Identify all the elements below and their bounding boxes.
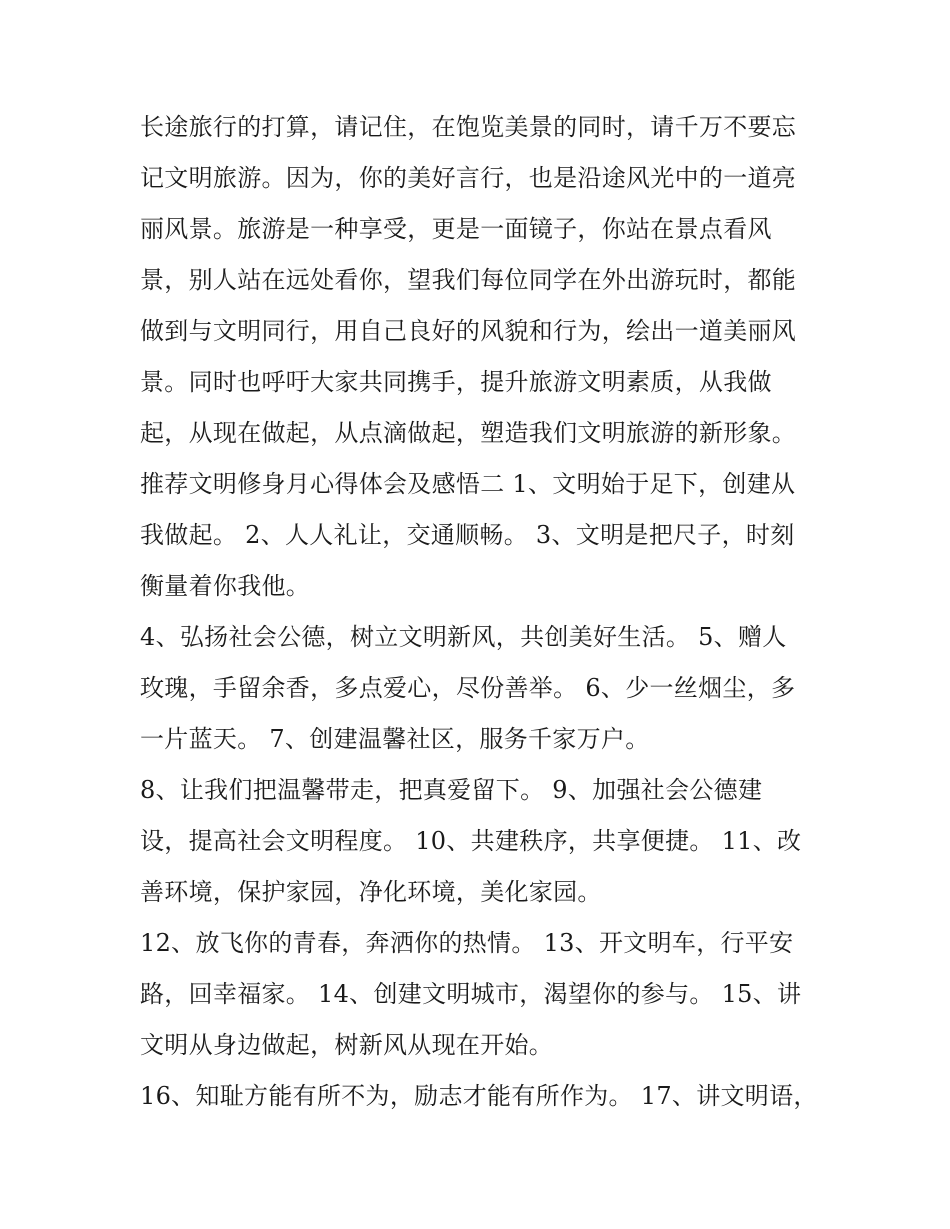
- text-line: 丽风景。旅游是一种享受，更是一面镜子，你站在景点看风: [140, 215, 772, 243]
- text-line: 4、弘扬社会公德，树立文明新风，共创美好生活。 5、赠人: [140, 623, 787, 651]
- text-line: 12、放飞你的青春，奔洒你的热情。 13、开文明车，行平安: [140, 929, 794, 957]
- text-line: 记文明旅游。因为，你的美好言行，也是沿途风光中的一道亮: [140, 164, 797, 192]
- text-line: 做到与文明同行，用自己良好的风貌和行为，绘出一道美丽风: [140, 317, 797, 345]
- document-body: [140, 102, 820, 1122]
- text-line: 16、知耻方能有所不为，励志才能有所作为。 17、讲文明语，: [140, 1082, 818, 1110]
- text-line: 一片蓝天。 7、创建温馨社区，服务千家万户。: [140, 725, 650, 753]
- text-line: 衡量着你我他。: [140, 572, 311, 600]
- text-line: 景，别人站在远处看你，望我们每位同学在外出游玩时，都能: [140, 266, 797, 294]
- text-line: 善环境，保护家园，净化环境，美化家园。: [140, 878, 602, 906]
- text-line: 推荐文明修身月心得体会及感悟二 1、文明始于足下，创建从: [140, 470, 796, 498]
- text-line: 文明从身边做起，树新风从现在开始。: [140, 1031, 554, 1059]
- text-line: 景。同时也呼吁大家共同携手，提升旅游文明素质，从我做: [140, 368, 772, 396]
- text-line: 设，提高社会文明程度。 10、共建秩序，共享便捷。 11、改: [140, 827, 802, 855]
- text-line: 起，从现在做起，从点滴做起，塑造我们文明旅游的新形象。: [140, 419, 797, 447]
- text-line: 8、让我们把温馨带走，把真爱留下。 9、加强社会公德建: [140, 776, 763, 804]
- text-line: 玫瑰，手留余香，多点爱心，尽份善举。 6、少一丝烟尘，多: [140, 674, 796, 702]
- text-line: 长途旅行的打算，请记住，在饱览美景的同时，请千万不要忘: [140, 113, 797, 141]
- text-line: 路，回幸福家。 14、创建文明城市，渴望你的参与。 15、讲: [140, 980, 802, 1008]
- text-line: 我做起。 2、人人礼让，交通顺畅。 3、文明是把尺子，时刻: [140, 521, 795, 549]
